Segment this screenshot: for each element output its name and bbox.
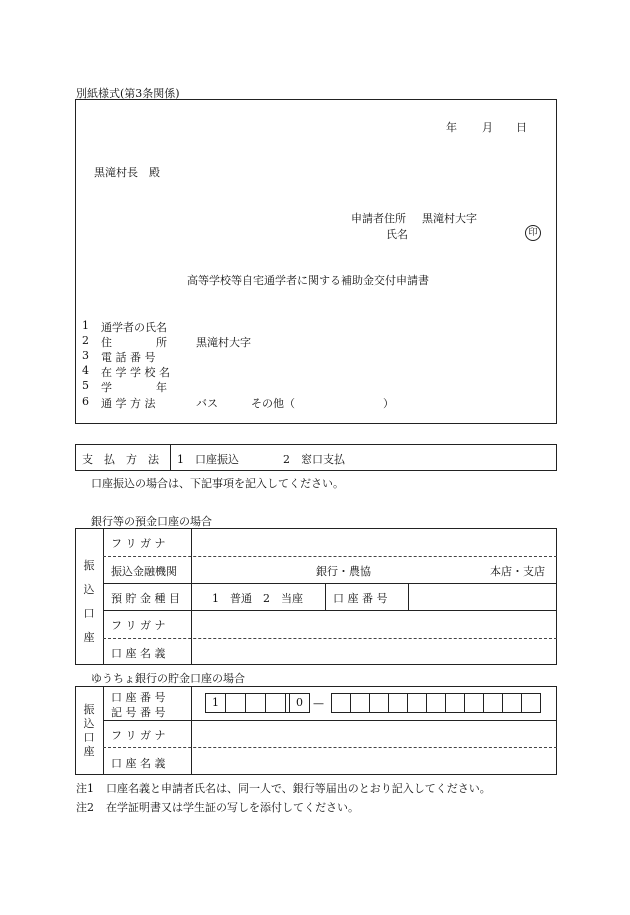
bank-furigana2-label: フ リ ガ ナ [111, 619, 166, 632]
yucho-digit-box[interactable] [331, 693, 351, 713]
item-5-label: 学 年 [101, 381, 167, 394]
bank-section-title: 銀行等の預金口座の場合 [91, 515, 212, 528]
bank-kind-text: 銀行・農協 [316, 565, 371, 578]
yucho-dash: — [313, 697, 324, 710]
bank-institution-label: 振込金融機関 [111, 565, 177, 578]
branch-kind-text: 本店・支店 [490, 565, 545, 578]
yucho-digit-box[interactable] [407, 693, 427, 713]
deposit-divider-1 [325, 583, 326, 610]
payment-note: 口座振込の場合は、下記事項を記入してください。 [91, 477, 344, 490]
date-day: 日 [516, 121, 527, 134]
applicant-name-label: 氏名 [386, 228, 408, 241]
item-3-num: 3 [82, 349, 89, 362]
item-6-label: 通 学 方 法 [101, 397, 156, 410]
yucho-digit-box[interactable] [445, 693, 465, 713]
bank-side-label: 振 込 口 座 [83, 559, 95, 644]
item-4-label: 在 学 学 校 名 [101, 366, 170, 379]
yucho-furigana-label: フ リ ガ ナ [111, 729, 166, 742]
form-label: 別紙様式(第3条関係) [76, 87, 180, 100]
account-number-label: 口 座 番 号 [333, 592, 388, 605]
yucho-digit-box[interactable]: 0 [289, 693, 310, 713]
yucho-digit-box[interactable] [388, 693, 408, 713]
yucho-digit-box[interactable]: 1 [205, 693, 226, 713]
note-2-num: 注2 [76, 801, 94, 814]
item-2-label: 住 所 [101, 336, 167, 349]
item-6-num: 6 [82, 395, 89, 408]
item-6-value: バス その他（ ） [196, 397, 394, 410]
yucho-digit-box[interactable] [464, 693, 484, 713]
yucho-digit-box[interactable] [245, 693, 266, 713]
document-title: 高等学校等自宅通学者に関する補助金交付申請書 [187, 274, 429, 287]
yucho-section-title: ゆうちょ銀行の貯金口座の場合 [91, 672, 245, 685]
yucho-symbol-number-label: 記 号 番 号 [111, 706, 166, 719]
note-1-num: 注1 [76, 782, 94, 795]
yucho-account-name-label: 口 座 名 義 [111, 757, 166, 770]
yucho-side-divider [103, 686, 104, 775]
bank-dash-line-1 [103, 556, 557, 557]
addressee: 黒滝村長 殿 [94, 166, 160, 179]
yucho-side-label: 振 込 口 座 [83, 703, 95, 758]
note-2-text: 在学証明書又は学生証の写しを添付してください。 [106, 801, 359, 814]
yucho-label-divider [191, 686, 192, 775]
item-5-num: 5 [82, 379, 89, 392]
yucho-dash-line-2 [103, 747, 557, 748]
item-2-value: 黒滝村大字 [196, 336, 251, 349]
payment-divider [170, 444, 171, 471]
deposit-divider-2 [408, 583, 409, 610]
date-year: 年 [446, 121, 457, 134]
item-2-num: 2 [82, 334, 89, 347]
payment-method-options: 1 口座振込 2 窓口支払 [177, 453, 345, 466]
payment-method-label: 支 払 方 法 [82, 453, 159, 466]
deposit-type-label: 預 貯 金 種 目 [111, 592, 180, 605]
item-1-label: 通学者の氏名 [101, 321, 167, 334]
yucho-digit-box[interactable] [502, 693, 522, 713]
seal-mark: 印 [525, 225, 541, 241]
bank-label-divider [191, 528, 192, 665]
deposit-type-options: 1 普通 2 当座 [212, 592, 303, 605]
item-4-num: 4 [82, 364, 89, 377]
yucho-digit-box[interactable] [265, 693, 286, 713]
bank-furigana-label: フ リ ガ ナ [111, 537, 166, 550]
bank-line-2 [103, 583, 557, 584]
date-month: 月 [482, 121, 493, 134]
applicant-address-label: 申請者住所 [351, 212, 406, 225]
yucho-digit-box[interactable] [369, 693, 389, 713]
item-1-num: 1 [82, 319, 89, 332]
applicant-address-value: 黒滝村大字 [422, 212, 477, 225]
yucho-digit-box[interactable] [225, 693, 246, 713]
yucho-account-number-label: 口 座 番 号 [111, 691, 166, 704]
bank-line-3 [103, 610, 557, 611]
bank-side-divider [103, 528, 104, 665]
item-3-label: 電 話 番 号 [101, 351, 156, 364]
bank-account-name-label: 口 座 名 義 [111, 647, 166, 660]
yucho-line-1 [103, 720, 557, 721]
note-1-text: 口座名義と申請者氏名は、同一人で、銀行等届出のとおり記入してください。 [106, 782, 491, 795]
yucho-digit-box[interactable] [350, 693, 370, 713]
yucho-digit-box[interactable] [521, 693, 541, 713]
bank-dash-line-4 [103, 638, 557, 639]
yucho-digit-box[interactable] [483, 693, 503, 713]
yucho-digit-box[interactable] [426, 693, 446, 713]
